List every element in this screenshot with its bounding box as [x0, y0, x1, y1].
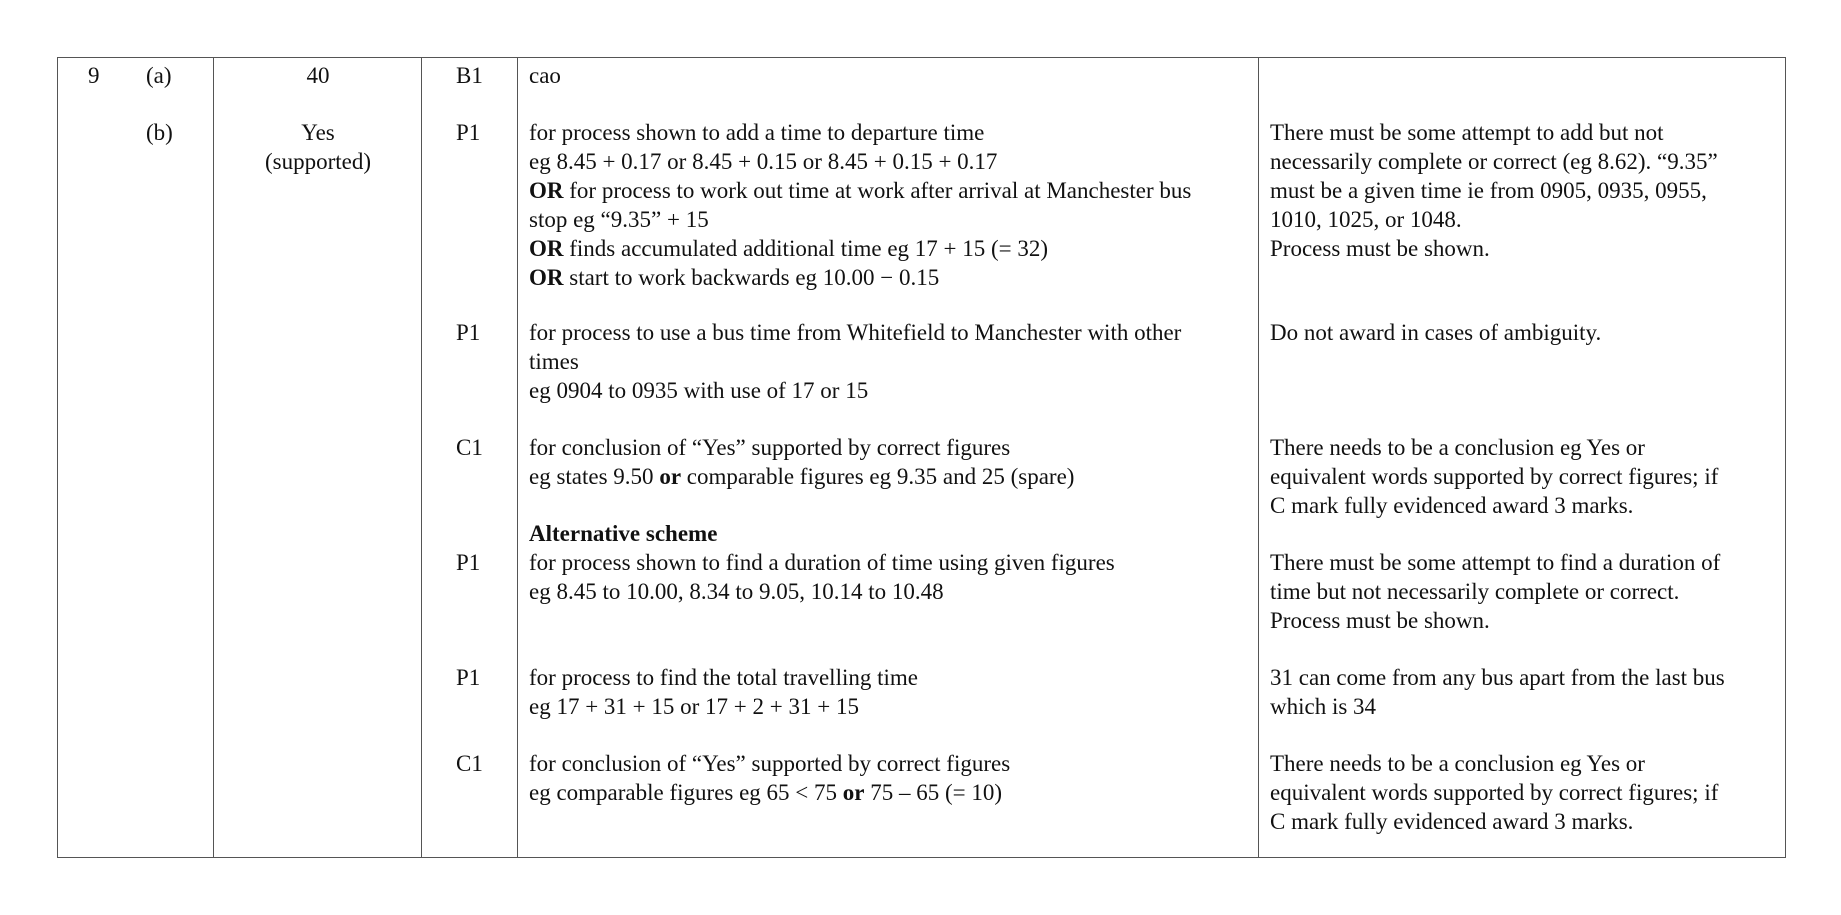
- additional-guidance: There needs to be a conclusion eg Yes or equivalent words supported by correct figures; if C mark fully evidenced award 3 marks.: [1270, 751, 1719, 834]
- column-divider: [1258, 58, 1259, 857]
- mark-code: P1: [456, 550, 481, 575]
- guidance-text: for conclusion of “Yes” supported by correct figures eg states 9.50 or comparable figures eg 9.35 and 25 (spare): [529, 435, 1075, 489]
- part-label: (a): [146, 63, 172, 88]
- guidance-text: cao: [529, 63, 561, 88]
- column-divider: [421, 58, 422, 857]
- mark-code: C1: [456, 435, 483, 460]
- mark-code: P1: [456, 120, 481, 145]
- guidance-text: for process shown to add a time to departure time eg 8.45 + 0.17 or 8.45 + 0.15 or 8.45 + 0.15 + 0.17 OR for process to work out time at work after arrival at Manchester bus stop eg “9.35” + 15 OR finds accumulated additional time eg 17 + 15 (= 32) OR start to work backwards eg 10.00 − 0.15: [529, 120, 1192, 290]
- mark-code: B1: [456, 63, 483, 88]
- column-divider: [517, 58, 518, 857]
- additional-guidance: There must be some attempt to add but not necessarily complete or correct (eg 8.62). “9.35” must be a given time ie from 0905, 0935, 0955, 1010, 1025, or 1048. Process must be shown.: [1270, 120, 1718, 261]
- mark-scheme-table: [57, 57, 1786, 858]
- mark-code: P1: [456, 665, 481, 690]
- additional-guidance: 31 can come from any bus apart from the last bus which is 34: [1270, 665, 1725, 719]
- question-number: 9: [88, 63, 100, 88]
- additional-guidance: There must be some attempt to find a duration of time but not necessarily complete or correct. Process must be shown.: [1270, 550, 1721, 633]
- answer: Yes (supported): [264, 120, 372, 174]
- alternative-scheme-heading: Alternative scheme: [529, 521, 718, 546]
- additional-guidance: There needs to be a conclusion eg Yes or equivalent words supported by correct figures; if C mark fully evidenced award 3 marks.: [1270, 435, 1719, 518]
- mark-code: P1: [456, 320, 481, 345]
- column-divider: [213, 58, 214, 857]
- mark-code: C1: [456, 751, 483, 776]
- answer: 40: [306, 63, 330, 88]
- guidance-text: for conclusion of “Yes” supported by correct figures eg comparable figures eg 65 < 75 or 75 – 65 (= 10): [529, 751, 1011, 805]
- guidance-text: for process to use a bus time from Whitefield to Manchester with other times eg 0904 to 0935 with use of 17 or 15: [529, 320, 1182, 403]
- part-label: (b): [146, 120, 173, 145]
- guidance-text: for process to find the total travelling time eg 17 + 31 + 15 or 17 + 2 + 31 + 15: [529, 665, 918, 719]
- additional-guidance: Do not award in cases of ambiguity.: [1270, 320, 1602, 345]
- guidance-text: for process shown to find a duration of time using given figures eg 8.45 to 10.00, 8.34 to 9.05, 10.14 to 10.48: [529, 550, 1115, 604]
